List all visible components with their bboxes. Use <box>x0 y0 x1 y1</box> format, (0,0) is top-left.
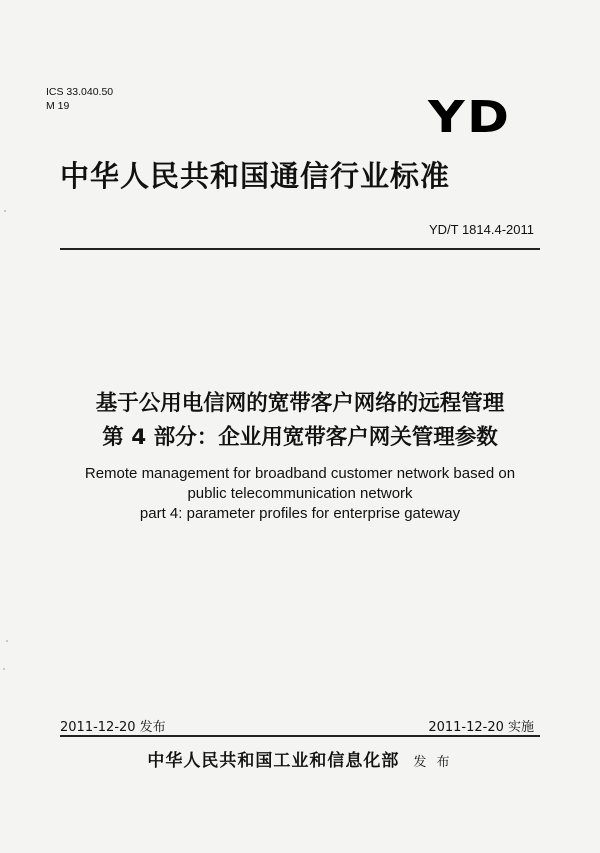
ics-code: ICS 33.040.50 <box>46 86 114 98</box>
implementation-date: 2011-12-20 实施 <box>428 720 534 735</box>
scan-speck <box>4 210 6 212</box>
issuer-action: 发 布 <box>413 755 453 770</box>
standard-category-title: 中华人民共和国通信行业标准 <box>60 159 451 193</box>
document-title-zh-line1: 基于公用电信网的宽带客户网络的远程管理 <box>95 391 505 416</box>
ics-block <box>46 85 113 113</box>
standard-number: YD/T 1814.4-2011 <box>428 222 534 237</box>
issue-date: 2011-12-20 发布 <box>60 720 166 735</box>
document-title-en-line3: part 4: parameter profiles for enterprise gateway <box>139 505 461 522</box>
document-title-en-line2: public telecommunication network <box>187 485 413 502</box>
document-title-en-line1: Remote management for broadband customer network based on <box>84 465 516 482</box>
top-divider <box>60 248 540 250</box>
classification-code: M 19 <box>46 100 70 112</box>
bottom-divider <box>60 735 540 737</box>
scan-speck <box>6 640 8 642</box>
document-title-zh-line2: 第 4 部分：企业用宽带客户网关管理参数 <box>102 425 498 450</box>
issuing-authority <box>0 746 600 771</box>
issuer-name: 中华人民共和国工业和信息化部 <box>147 751 400 771</box>
yd-logo: YD <box>428 92 512 143</box>
scan-speck <box>3 668 5 670</box>
